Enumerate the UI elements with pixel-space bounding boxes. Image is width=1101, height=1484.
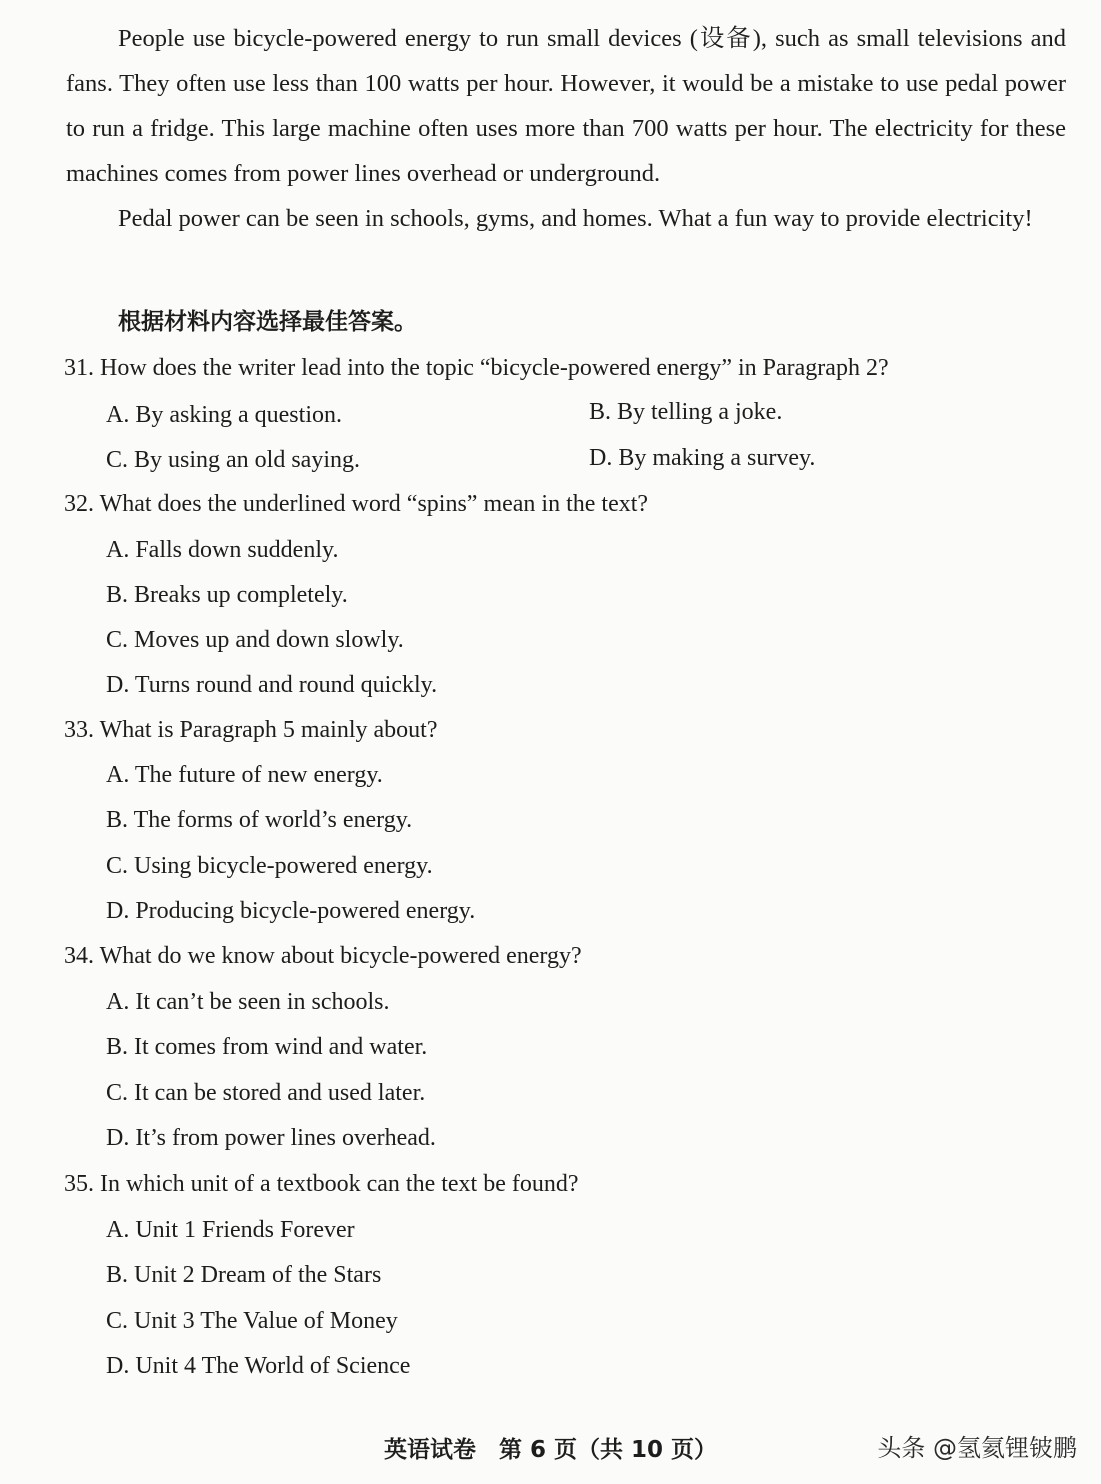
page-footer: 英语试卷 第 6 页（共 10 页）	[383, 1437, 718, 1463]
watermark-text: 头条 @氢氦锂铍鹏	[877, 1434, 1077, 1462]
question-31-option-c[interactable]: C. By using an old saying.	[106, 447, 361, 473]
question-32-stem: 32. What does the underlined word “spins” mean in the text?	[64, 491, 649, 517]
question-32-option-a[interactable]: A. Falls down suddenly.	[106, 537, 339, 563]
question-35-stem: 35. In which unit of a textbook can the text be found?	[64, 1171, 579, 1197]
question-35-option-a[interactable]: A. Unit 1 Friends Forever	[106, 1217, 355, 1243]
instruction-text: 根据材料内容选择最佳答案。	[118, 309, 417, 335]
question-34-stem: 34. What do we know about bicycle-powered energy?	[64, 943, 582, 969]
passage-paragraph-1-text: People use bicycle-powered energy to run small devices (设备), such as small televisions and fans. They often use less than 100 watts per hour. However, it would be a mistake to use pedal power to run a fridge. This large machine often uses more than 700 watts per hour. The electricity for these machines comes from power lines overhead or underground.	[66, 25, 1066, 187]
question-31-option-b[interactable]: B. By telling a joke.	[589, 399, 783, 425]
question-32-option-c[interactable]: C. Moves up and down slowly.	[106, 627, 404, 653]
question-34-option-a[interactable]: A. It can’t be seen in schools.	[106, 989, 390, 1015]
question-31-option-a[interactable]: A. By asking a question.	[106, 402, 342, 428]
question-34-option-b[interactable]: B. It comes from wind and water.	[106, 1034, 428, 1060]
passage-paragraph-1	[66, 16, 1066, 196]
question-33-option-a[interactable]: A. The future of new energy.	[106, 762, 383, 788]
passage-paragraph-2	[66, 196, 1066, 241]
question-33-option-d[interactable]: D. Producing bicycle-powered energy.	[106, 898, 476, 924]
question-31-option-d[interactable]: D. By making a survey.	[589, 445, 816, 471]
question-33-option-b[interactable]: B. The forms of world’s energy.	[106, 807, 413, 833]
question-32-option-d[interactable]: D. Turns round and round quickly.	[106, 672, 438, 698]
question-33-option-c[interactable]: C. Using bicycle-powered energy.	[106, 853, 433, 879]
question-32-option-b[interactable]: B. Breaks up completely.	[106, 582, 348, 608]
question-33-stem: 33. What is Paragraph 5 mainly about?	[64, 717, 438, 743]
question-34-option-c[interactable]: C. It can be stored and used later.	[106, 1080, 426, 1106]
passage-paragraph-2-text: Pedal power can be seen in schools, gyms, and homes. What a fun way to provide electricity!	[118, 205, 1033, 232]
question-34-option-d[interactable]: D. It’s from power lines overhead.	[106, 1125, 436, 1151]
question-35-option-c[interactable]: C. Unit 3 The Value of Money	[106, 1308, 398, 1334]
question-31-stem: 31. How does the writer lead into the topic “bicycle-powered energy” in Paragraph 2?	[64, 355, 889, 381]
question-35-option-d[interactable]: D. Unit 4 The World of Science	[106, 1353, 411, 1379]
question-35-option-b[interactable]: B. Unit 2 Dream of the Stars	[106, 1262, 382, 1288]
